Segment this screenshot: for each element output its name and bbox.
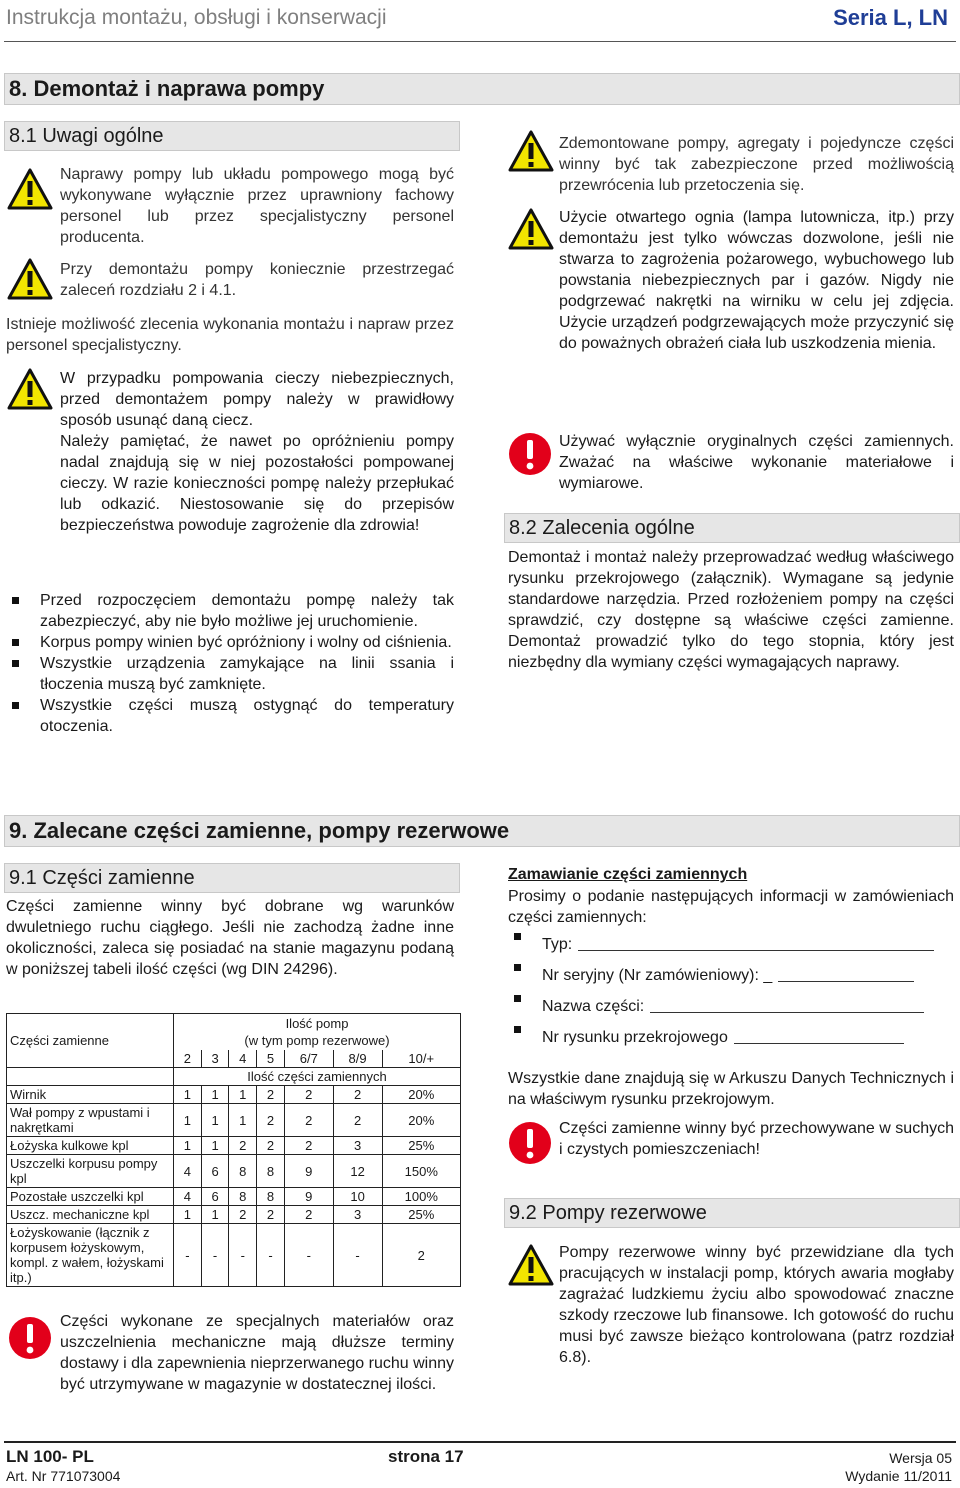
warning-icon	[508, 130, 554, 172]
qty-cell: 2	[333, 1104, 382, 1137]
info-original-parts: Używać wyłącznie oryginalnych części zamiennych. Zważać na właściwe wykonanie materiałowe i wymiarowe.	[559, 433, 954, 492]
qty-cell: 1	[174, 1137, 202, 1155]
qty-cell: 10	[333, 1188, 382, 1206]
section-8-2-heading	[504, 513, 960, 543]
section-8-heading	[4, 73, 960, 105]
section-9-2-heading	[504, 1198, 960, 1228]
paragraph-specialist-service: Istnieje możliwość zlecenia wykonania montażu i napraw przez personel specjalistyczny.	[6, 316, 454, 354]
qty-cell: 20%	[382, 1086, 461, 1104]
pump-count-cell: 10/+	[382, 1050, 461, 1068]
qty-cell: 6	[201, 1188, 229, 1206]
order-field-blank[interactable]	[650, 997, 924, 1013]
order-field-part-name	[508, 986, 954, 1017]
qty-cell: 12	[333, 1155, 382, 1188]
order-field-blank[interactable]	[734, 1028, 904, 1044]
qty-cell: 9	[284, 1188, 333, 1206]
qty-cell: -	[333, 1224, 382, 1287]
qty-cell: 3	[333, 1137, 382, 1155]
qty-cell: 2	[257, 1206, 285, 1224]
pump-count-cell: 4	[229, 1050, 257, 1068]
qty-cell: 150%	[382, 1155, 461, 1188]
qty-cell: -	[174, 1224, 202, 1287]
qty-cell: 2	[229, 1137, 257, 1155]
warning-icon	[508, 1244, 554, 1286]
qty-cell: 2	[284, 1086, 333, 1104]
qty-cell: 8	[257, 1188, 285, 1206]
qty-cell: 3	[333, 1206, 382, 1224]
qty-header-row	[7, 1068, 461, 1086]
pump-count-cell: 3	[201, 1050, 229, 1068]
qty-cell: 8	[257, 1155, 285, 1188]
qty-cell: 2	[229, 1206, 257, 1224]
order-field-blank[interactable]	[778, 966, 914, 982]
qty-cell: -	[257, 1224, 285, 1287]
warning-hazardous-liquid: W przypadku pompowania cieczy niebezpiecznych, przed demontażem pompy należy w prawidłowy sposób usunąć daną ciecz.	[60, 370, 454, 429]
qty-cell: 1	[201, 1104, 229, 1137]
table-row	[7, 1188, 461, 1206]
order-field-label: Nr rysunku przekrojowego	[542, 1029, 728, 1046]
table-row	[7, 1206, 461, 1224]
qty-cell: 4	[174, 1188, 202, 1206]
section-8-1-heading	[4, 121, 460, 151]
list-item: Wszystkie urządzenia zamykające na linii ssania i tłoczenia muszą być zamknięte.	[6, 653, 454, 695]
footer-version: Wersja 05	[889, 1450, 952, 1466]
list-item: Korpus pompy winien być opróżniony i wolny od ciśnienia.	[6, 632, 454, 653]
info-special-materials: Części wykonane ze specjalnych materiałów oraz uszczelnienia mechaniczne mają dłuższe terminy dostawy i dla zapewnienia nieprzerwanego ruchu winny być utrzymywane w magazynie w dostatecznej ilości.	[60, 1313, 455, 1393]
ordering-data-source: Wszystkie dane znajdują się w Arkuszu Danych Technicznych i na właściwym rysunku przekrojowym.	[508, 1070, 954, 1108]
qty-cell: 20%	[382, 1104, 461, 1137]
part-name: Uszcz. mechaniczne kpl	[7, 1206, 174, 1224]
qty-cell: 6	[201, 1155, 229, 1188]
qty-cell: 25%	[382, 1206, 461, 1224]
qty-cell: 8	[229, 1155, 257, 1188]
empty-cell	[7, 1068, 174, 1086]
pump-count-cell: 2	[174, 1050, 202, 1068]
order-field-serial	[508, 955, 954, 986]
qty-cell: -	[284, 1224, 333, 1287]
header-divider	[4, 41, 956, 42]
warning-icon	[508, 208, 554, 250]
footer-divider	[4, 1441, 956, 1443]
table-row	[7, 1104, 461, 1137]
warning-qualified-personnel: Naprawy pompy lub układu pompowego mogą być wykonywane wyłącznie przez uprawniony fachowy personel lub przez specjalistyczny personel producenta.	[60, 166, 454, 246]
table-row	[7, 1086, 461, 1104]
section-8-title: 8. Demontaż i naprawa pompy	[9, 76, 325, 101]
order-field-label: Nr seryjny (Nr zamówieniowy): _	[542, 967, 773, 984]
qty-cell: 2	[382, 1224, 461, 1287]
exclamation-icon	[508, 1121, 552, 1165]
qty-cell: 100%	[382, 1188, 461, 1206]
footer-page-number: strona 17	[388, 1447, 464, 1466]
order-field-label: Typ:	[542, 936, 573, 953]
exclamation-icon	[8, 1316, 52, 1360]
table-row	[7, 1137, 461, 1155]
qty-cell: 4	[174, 1155, 202, 1188]
part-name: Wirnik	[7, 1086, 174, 1104]
section-9-1-title: 9.1 Części zamienne	[9, 867, 195, 889]
footer-doc-code: LN 100- PL	[6, 1447, 94, 1466]
info-storage: Części zamienne winny być przechowywane w suchych i czystych pomieszczeniach!	[559, 1120, 954, 1158]
part-name: Łożyska kulkowe kpl	[7, 1137, 174, 1155]
qty-cell: -	[201, 1224, 229, 1287]
order-field-type	[508, 924, 954, 955]
order-field-label: Nazwa części:	[542, 998, 645, 1015]
column-header-pump-count	[174, 1014, 461, 1051]
qty-cell: 1	[201, 1206, 229, 1224]
order-fields-list	[508, 924, 954, 1048]
standby-pumps-warning: Pompy rezerwowe winny być przewidziane dla tych pracujących w instalacji pomp, których awaria mogłaby zagrażać ludzkiemu życiu albo spowodować znaczne szkody rzeczowe lub finansowe. Ich gotowość do ruchu musi być zawsze bieżąco kontrolowana (patrz rozdział 6.8).	[559, 1244, 954, 1366]
qty-cell: 1	[174, 1104, 202, 1137]
part-name: Łożyskowanie (łącznik z korpusem łożyskowym, kompl. z wałem, łożyskami itp.)	[7, 1224, 174, 1287]
qty-cell: 2	[257, 1104, 285, 1137]
pump-count-label: Ilość pomp	[285, 1016, 349, 1031]
qty-cell: 1	[201, 1137, 229, 1155]
document-title: Instrukcja montażu, obsługi i konserwacji	[6, 6, 387, 29]
qty-cell: 2	[333, 1086, 382, 1104]
warning-icon	[7, 368, 53, 410]
column-header-parts: Części zamienne	[7, 1014, 174, 1068]
pump-count-cell: 6/7	[284, 1050, 333, 1068]
ordering-intro: Prosimy o podanie następujących informacji w zamówieniach części zamiennych:	[508, 888, 954, 926]
footer-edition: Wydanie 11/2011	[845, 1468, 952, 1484]
section-9-1-heading	[4, 863, 460, 893]
warning-open-fire: Użycie otwartego ognia (lampa lutownicza, itp.) przy demontażu jest tylko wówczas dozwolone, jeśli nie stwarza to zagrożenia pożarowego, wybuchowego lub powstania niebezpiecznych par i gazów. Nigdy nie podgrzewać nakrętki na wirniku w celu jej zdjęcia. Użycie urządzeń podgrzewających może przyczynić się do poważnych obrażeń ciała lub uszkodzenia mienia.	[559, 209, 954, 352]
order-field-drawing-no	[508, 1017, 954, 1048]
ordering-title: Zamawianie części zamiennych	[508, 866, 748, 883]
series-label: Seria L, LN	[833, 5, 948, 30]
qty-cell: 2	[257, 1137, 285, 1155]
qty-cell: 1	[201, 1086, 229, 1104]
list-item: Przed rozpoczęciem demontażu pompę należy tak zabezpieczyć, aby nie było możliwe jej uruchomienie.	[6, 590, 454, 632]
section-9-title: 9. Zalecane części zamienne, pompy rezerwowe	[9, 818, 510, 843]
table-row	[7, 1155, 461, 1188]
qty-cell: 1	[174, 1086, 202, 1104]
spare-parts-table	[6, 1013, 461, 1287]
part-name: Wał pompy z wpustami i nakrętkami	[7, 1104, 174, 1137]
qty-cell: 2	[257, 1086, 285, 1104]
qty-cell: 2	[284, 1104, 333, 1137]
qty-cell: 2	[284, 1137, 333, 1155]
table-header-row	[7, 1014, 461, 1051]
qty-cell: 9	[284, 1155, 333, 1188]
exclamation-icon	[508, 432, 552, 476]
warning-icon	[7, 168, 53, 210]
warning-secure-parts: Zdemontowane pompy, agregaty i pojedyncze części winny być tak zabezpieczone przed możliwością przewrócenia lub przetoczenia się.	[559, 135, 954, 194]
precautions-list	[6, 590, 454, 737]
section-9-2-title: 9.2 Pompy rezerwowe	[509, 1202, 707, 1224]
warning-icon	[7, 258, 53, 300]
part-name: Pozostałe uszczelki kpl	[7, 1188, 174, 1206]
column-header-quantity: Ilość części zamiennych	[174, 1068, 461, 1086]
part-name: Uszczelki korpusu pompy kpl	[7, 1155, 174, 1188]
pump-count-cell: 5	[257, 1050, 285, 1068]
qty-cell: -	[229, 1224, 257, 1287]
warning-observe-chapters: Przy demontażu pompy koniecznie przestrzegać zaleceń rozdziału 2 i 4.1.	[60, 261, 454, 299]
pump-count-note: (w tym pomp rezerwowe)	[244, 1033, 390, 1048]
qty-cell: 8	[229, 1188, 257, 1206]
footer-article-number: Art. Nr 771073004	[6, 1468, 121, 1484]
qty-cell: 1	[174, 1206, 202, 1224]
table-row	[7, 1224, 461, 1287]
spare-parts-intro: Części zamienne winny być dobrane wg warunków dwuletniego ruchu ciągłego. Jeśli nie zachodzą żadne inne okoliczności, zaleca się posiadać na stanie magazynu podaną w poniższej tabeli ilość części (wg DIN 24296).	[6, 898, 454, 978]
qty-cell: 1	[229, 1104, 257, 1137]
qty-cell: 25%	[382, 1137, 461, 1155]
pump-count-cell: 8/9	[333, 1050, 382, 1068]
order-field-blank[interactable]	[578, 935, 934, 951]
list-item: Wszystkie części muszą ostygnąć do temperatury otoczenia.	[6, 695, 454, 737]
section-8-1-title: 8.1 Uwagi ogólne	[9, 125, 164, 147]
section-8-2-title: 8.2 Zalecenia ogólne	[509, 517, 695, 539]
warning-residual-liquid: Należy pamiętać, że nawet po opróżnieniu pompy nadal znajdują się w niej pozostałości pompowanej cieczy. W razie konieczności pompę należy przepłukać lub odkazić. Niestosowanie się do przepisów bezpieczeństwa powoduje zagrożenie dla zdrowia!	[60, 433, 454, 534]
qty-cell: 2	[284, 1206, 333, 1224]
section-9-heading	[4, 815, 960, 847]
qty-cell: 1	[229, 1086, 257, 1104]
general-recommendations: Demontaż i montaż należy przeprowadzać według właściwego rysunku przekrojowego (załącznik). Wymagane są jedynie standardowe narzędzia. Przed rozłożeniem pompy na części sprawdzić, czy dostępne są właściwe części zamienne. Demontaż prowadzić tylko do tego stopnia, który jest niezbędny dla wymiany części wymagających naprawy.	[508, 549, 954, 671]
